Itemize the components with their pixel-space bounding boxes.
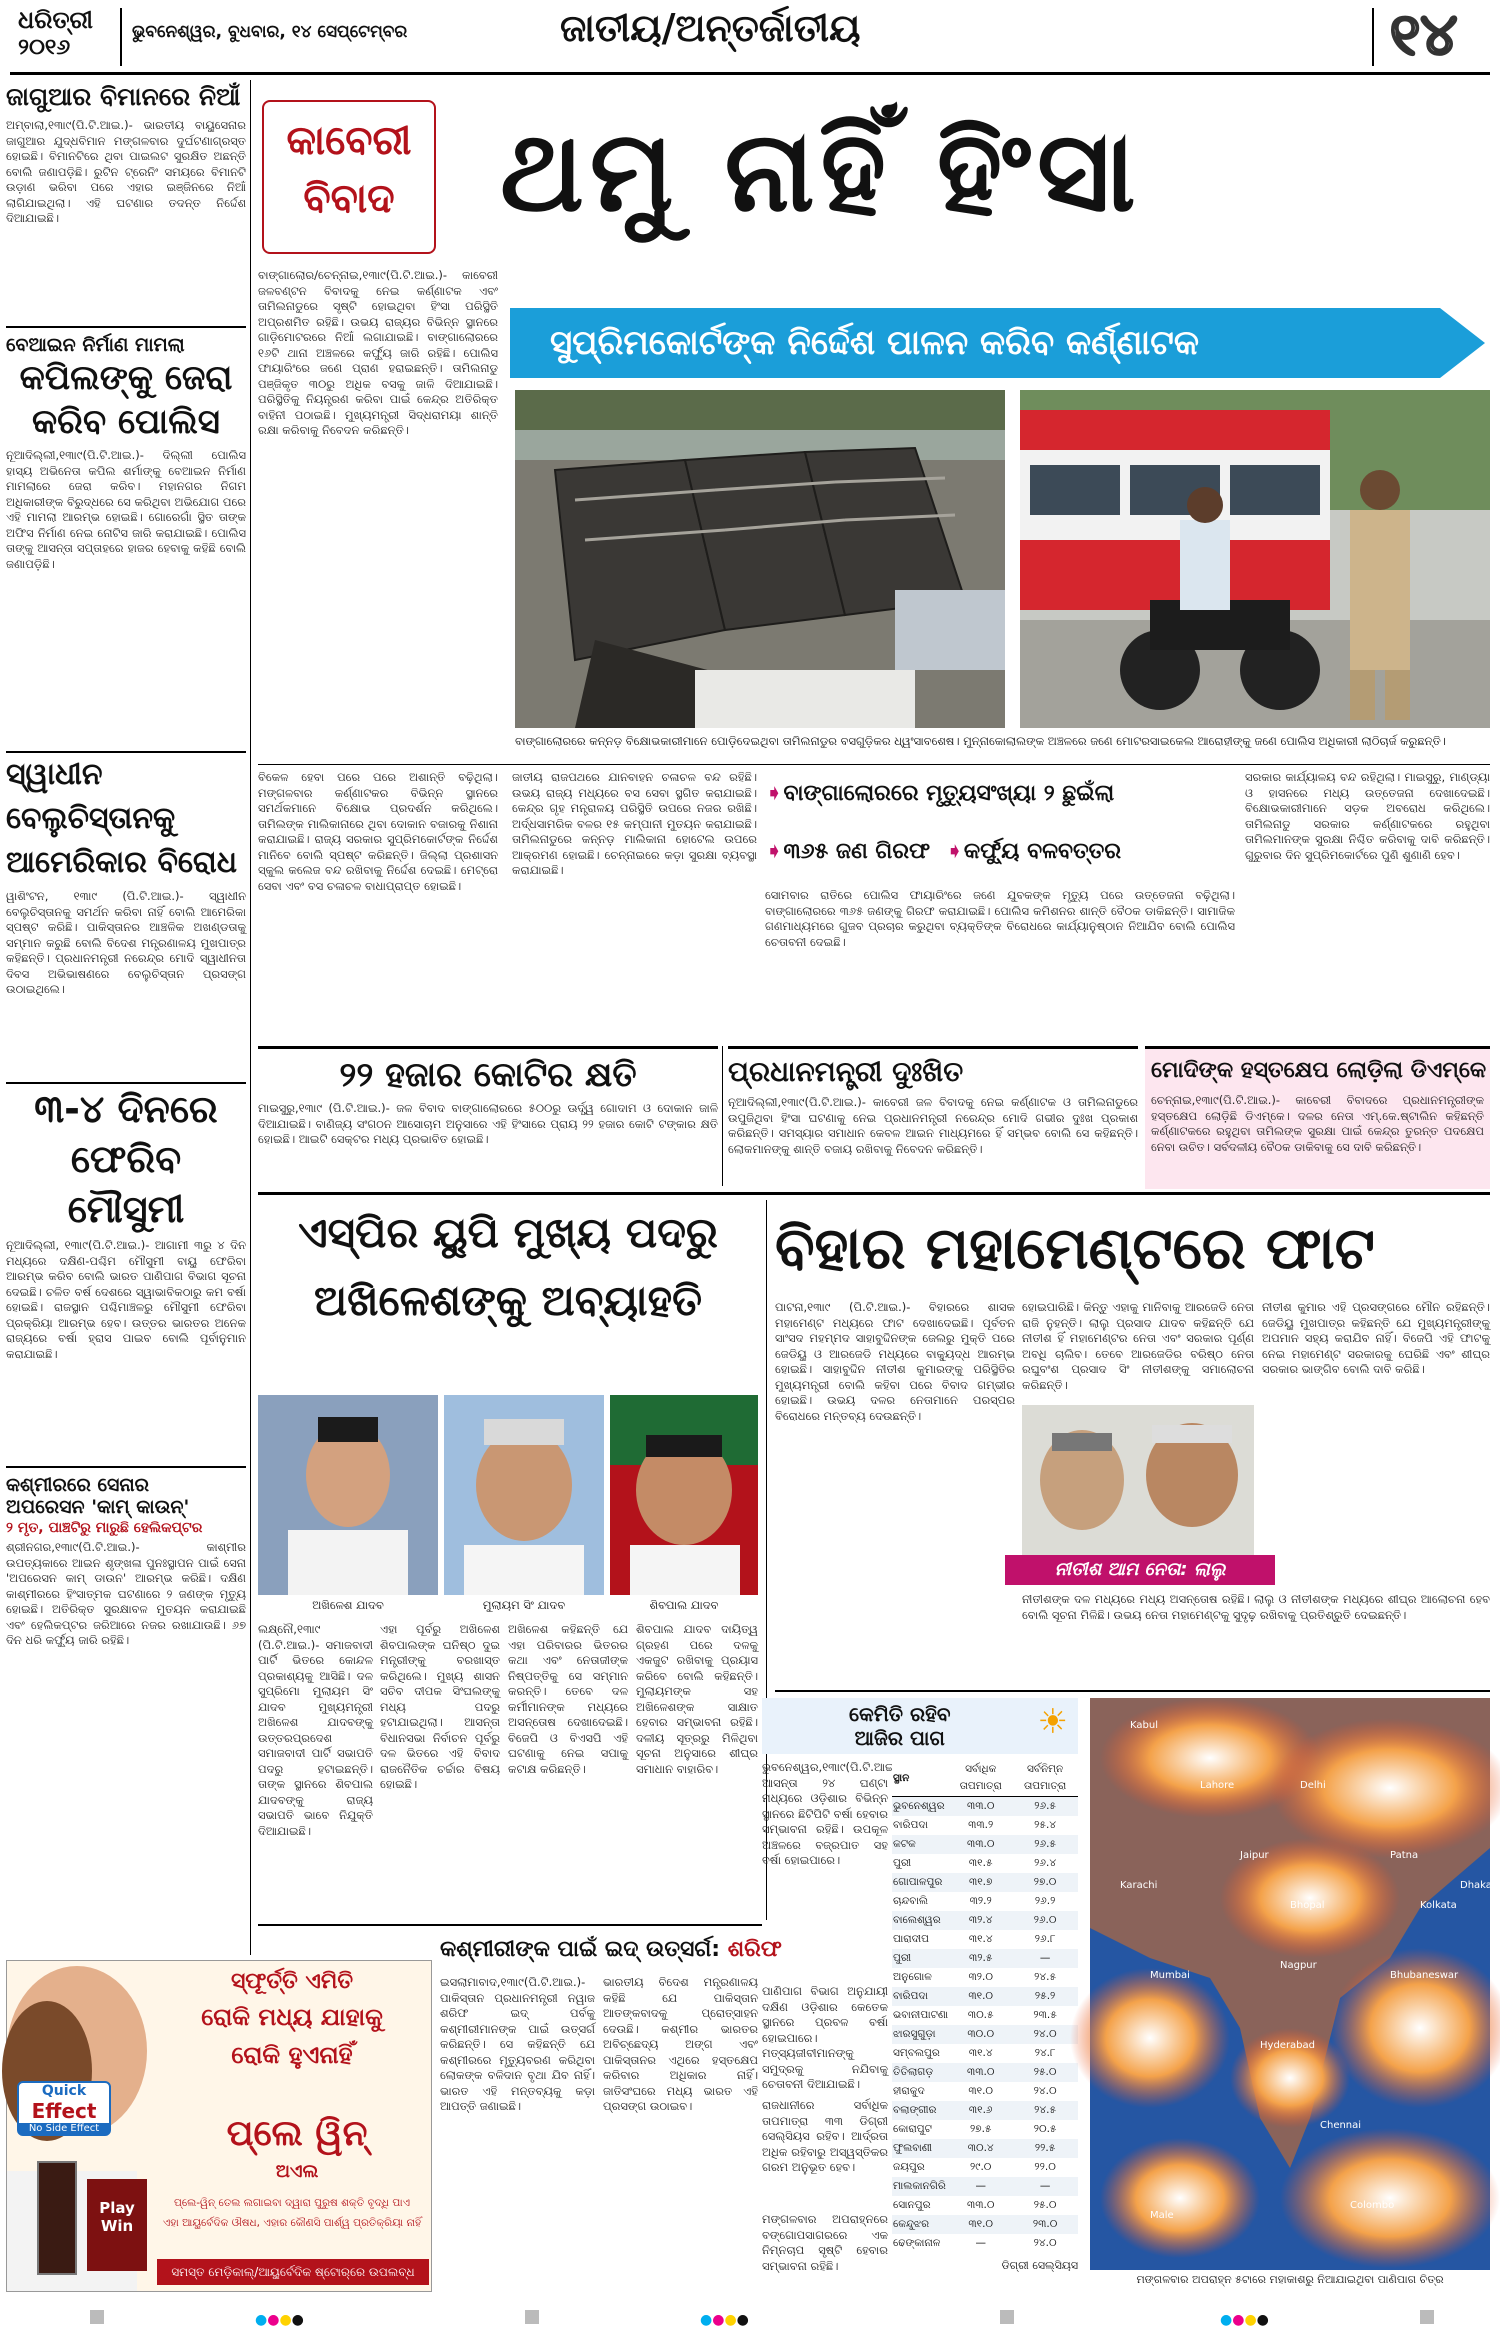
temp-place: ପାରାଦୀପ bbox=[893, 1933, 929, 1945]
pm-body: ନୂଆଦିଲ୍ଲୀ,୧୩ା୯(ପି.ଟି.ଆଇ.)- କାବେରୀ ଜଳ ବିବାଦକୁ ନେଇ କର୍ଣ୍ଣାଟକ ଓ ତାମିଲନାଡୁରେ ଉପୁଜିଥିବା ହିଂସା ଘଟଣାକୁ ନେଇ ପ୍ରଧାନମନ୍ତ୍ରୀ ନରେନ୍ଦ୍ର ମୋଦି ଗଭୀର ଦୁଃଖ ପ୍ରକାଶ କରିଛନ୍ତି। ସମସ୍ୟାର ସମାଧାନ କେବଳ ଆଇନ ମାଧ୍ୟମରେ ହିଁ ସମ୍ଭବ ବୋଲି ସେ କହିଛନ୍ତି। ଲୋକମାନଙ୍କୁ ଶାନ୍ତି ବଜାୟ ରଖିବାକୁ ନିବେଦନ କରିଛନ୍ତି। bbox=[728, 1095, 1138, 1156]
shivpal-photo bbox=[610, 1395, 758, 1595]
ad-footer: ସମସ୍ତ ମେଡ଼ିକାଲ୍/ଆୟୁର୍ବେଦିକ ଷ୍ଟୋର୍‌ରେ ଉପଲବ୍ଧ bbox=[157, 2259, 429, 2285]
map-city-label: Mumbai bbox=[1150, 1970, 1190, 1981]
bihar-body-1: ପାଟନା,୧୩ା୯ (ପି.ଟି.ଆଇ.)- ବିହାରରେ ଶାସକ ମହାମେଣ୍ଟ ମଧ୍ୟରେ ଫାଟ ଦେଖାଦେଇଛି। ପୂର୍ବତନ ସାଂସଦ ମହମ୍ମଦ ସାହାବୁଦ୍ଦିନଙ୍କ ଜେଲରୁ ମୁକ୍ତି ପରେ ଜେଡିୟୁ ଓ ଆରଜେଡି ମଧ୍ୟରେ ବାକ୍ୟୁଦ୍ଧ ଆରମ୍ଭ ହୋଇଛି। ସାହାବୁଦ୍ଦିନ ନୀତୀଶ କୁମାରଙ୍କୁ ପରିସ୍ଥିତିର ମୁଖ୍ୟମନ୍ତ୍ରୀ ବୋଲି କହିବା ପରେ ବିବାଦ ଗମ୍ଭୀର ହୋଇଛି। ଉଭୟ ଦଳର ନେତାମାନେ ପରସ୍ପର ବିରୋଧରେ ମନ୍ତବ୍ୟ ଦେଉଛନ୍ତି। bbox=[775, 1300, 1015, 1423]
monsoon-body: ନୂଆଦିଲ୍ଲୀ, ୧୩ା୯(ପି.ଟି.ଆଇ.)- ଆଗାମୀ ୩ରୁ ୪ ଦିନ ମଧ୍ୟରେ ଦକ୍ଷିଣ-ପଶ୍ଚିମ ମୌସୁମୀ ବାୟୁ ଫେରିବା ଆରମ୍ଭ କରିବ ବୋଲି ଭାରତ ପାଣିପାଗ ବିଭାଗ ସୂଚନା ଦେଇଛି। ଚଳିତ ବର୍ଷ ଦେଶରେ ସ୍ୱାଭାବିକଠାରୁ କମ ବର୍ଷା ହୋଇଛି। ରାଜସ୍ଥାନ ପଶ୍ଚିମାଞ୍ଚଳରୁ ମୌସୁମୀ ଫେରିବା ପ୍ରକ୍ରିୟା ଆରମ୍ଭ ହେବ। ଉତ୍ତର ଭାରତର ଅନେକ ରାଜ୍ୟରେ ବର୍ଷା ହ୍ରାସ ପାଇବ ବୋଲି ପୂର୍ବାନୁମାନ କରାଯାଇଛି। bbox=[6, 1238, 246, 1361]
temp-max: ୩୨.୦ bbox=[968, 1971, 993, 1983]
baluch-body: ୱାଶିଂଟନ, ୧୩ା୯ (ପି.ଟି.ଆଇ.)- ସ୍ୱାଧୀନ ବେଲୁଚିସ୍ତାନକୁ ସମର୍ଥନ କରିବା ନାହିଁ ବୋଲି ଆମେରିକା ସ୍ପଷ୍ଟ କରିଛି। ପାକିସ୍ତାନର ଆଞ୍ଚଳିକ ଅଖଣ୍ଡତାକୁ ସମ୍ମାନ କରୁଛି ବୋଲି ବିଦେଶ ମନ୍ତ୍ରଣାଳୟ ମୁଖପାତ୍ର କହିଛନ୍ତି। ପ୍ରଧାନମନ୍ତ୍ରୀ ନରେନ୍ଦ୍ର ମୋଦି ସ୍ୱାଧୀନତା ଦିବସ ଅଭିଭାଷଣରେ ବେଲୁଚିସ୍ତାନ ପ୍ରସଙ୍ଗ ଉଠାଇଥିଲେ। bbox=[6, 889, 246, 996]
pack-label-2: Win bbox=[100, 2217, 134, 2235]
lead-body-col2: ବିକେଳ ହେବା ପରେ ପରେ ଅଶାନ୍ତି ବଢ଼ିଥିଲା। ମଙ୍ଗଳବାର କର୍ଣ୍ଣାଟକର ବିଭିନ୍ନ ସ୍ଥାନରେ ସମର୍ଥକମାନେ ବିକ୍ଷୋଭ ପ୍ରଦର୍ଶନ କରିଥିଲେ। ତାମିଲଙ୍କ ମାଲିକାନାରେ ଥିବା ଦୋକାନ ବଜାରକୁ ନିଶାନା କରାଯାଇଛି। ରାଜ୍ୟ ସରକାର ସୁପ୍ରିମକୋର୍ଟଙ୍କ ନିର୍ଦ୍ଦେଶ ମାନିବେ ବୋଲି ସ୍ପଷ୍ଟ କରିଛନ୍ତି। ଜିଲ୍ଲା ପ୍ରଶାସନ ସ୍କୁଲ କଲେଜ ବନ୍ଦ ରଖିବାକୁ ନିର୍ଦ୍ଦେଶ ଦେଇଛି। ମେଟ୍ରୋ ସେବା ଏବଂ ବସ ଚଳାଚଳ ବାଧାପ୍ରାପ୍ତ ହୋଇଛି। bbox=[258, 770, 498, 893]
bihar-headline: ବିହାର ମହାମେଣ୍ଟରେ ଫାଟ bbox=[775, 1214, 1375, 1282]
ad-line-1: ସ୍ଫୂର୍ତ୍ତି ଏମିତି bbox=[230, 1969, 354, 1994]
pack-label-1: Play bbox=[99, 2199, 135, 2217]
temp-place: ହୀରାକୁଦ bbox=[893, 2085, 925, 2097]
temp-place: କେନ୍ଦୁଝର bbox=[893, 2218, 930, 2230]
temp-max: ୩୧.୦ bbox=[968, 2085, 994, 2097]
table-head-place: ସ୍ଥାନ bbox=[892, 1760, 949, 1797]
temp-max: ୩୧.୪ bbox=[968, 1933, 993, 1945]
temp-min: ୨୪.୦ bbox=[1033, 2028, 1057, 2040]
akhilesh-body-2: ଏହା ପୂର୍ବରୁ ଅଖିଳେଶ ଶିବପାଲଙ୍କ ଘନିଷ୍ଠ ଦୁଇ ମନ୍ତ୍ରୀଙ୍କୁ ବରଖାସ୍ତ କରିଥିଲେ। ମୁଖ୍ୟ ଶାସନ ସଚିବ ଦୀପକ ସିଂଘଲଙ୍କୁ ମଧ୍ୟ ପଦରୁ ହଟାଯାଇଥିଲା। ଆସନ୍ତା ବିଧାନସଭା ନିର୍ବାଚନ ପୂର୍ବରୁ ଦଳ ଭିତରେ ଏହି ବିବାଦ ରାଜନୈତିକ ଚର୍ଚ୍ଚାର ବିଷୟ ହୋଇଛି। bbox=[380, 1622, 500, 1791]
eid-headline bbox=[440, 1930, 782, 1970]
temp-place: ଢେଙ୍କାନାଳ bbox=[893, 2237, 941, 2249]
map-city-label: Dhaka bbox=[1460, 1880, 1492, 1891]
akhilesh-headline-2: ଅଖିଳେଶଙ୍କୁ ଅବ୍ୟାହତି bbox=[313, 1276, 703, 1325]
temperature-table bbox=[892, 1760, 1078, 2253]
fact-2-row: ➧୩୬୫ ଜଣ ଗିରଫ ➧କର୍ଫ୍ୟୁ ବଳବତ୍ତର bbox=[765, 839, 1122, 864]
temp-min: ୨୪.୫ bbox=[1034, 2104, 1057, 2116]
table-row bbox=[892, 1930, 1078, 1949]
kashmir-kicker: କଶ୍ମୀରରେ ସେନାର bbox=[6, 1474, 150, 1496]
table-row bbox=[892, 1854, 1078, 1873]
section-title: ଜାତୀୟ/ଅନ୍ତର୍ଜାତୀୟ bbox=[560, 6, 861, 50]
map-city-label: Kabul bbox=[1130, 1720, 1158, 1731]
temp-place: ବାରିପଦା bbox=[893, 1990, 928, 2002]
temp-min: ୨୬.୪ bbox=[1034, 1857, 1057, 1869]
table-row bbox=[892, 1873, 1078, 1892]
ad-badge bbox=[17, 2081, 111, 2136]
map-city-label: Karachi bbox=[1120, 1880, 1158, 1891]
temp-min: ୨୬.୮ bbox=[1034, 1933, 1056, 1945]
kapil-headline: କପିଲଙ୍କୁ ଜେରା କରିବ ପୋଲିସ bbox=[19, 358, 233, 442]
bihar-body-3: ନୀତୀଶ କୁମାର ଏହି ପ୍ରସଙ୍ଗରେ ମୌନ ରହିଛନ୍ତି। ଜେଡିୟୁ ମୁଖପାତ୍ର କହିଛନ୍ତି ଯେ ମୁଖ୍ୟମନ୍ତ୍ରୀଙ୍କୁ ଅପମାନ ସହ୍ୟ କରାଯିବ ନାହିଁ। ବିଜେପି ଏହି ଫାଟକୁ ନେଇ ମହାମେଣ୍ଟ ସରକାରକୁ ଘେରିଛି ଏବଂ ଶୀଘ୍ର ସରକାର ଭାଙ୍ଗିବ ବୋଲି ଦାବି କରିଛି। bbox=[1262, 1300, 1490, 1376]
temp-max: ୩୧.୬ bbox=[968, 2104, 993, 2116]
bihar-body-4: ନୀତୀଶଙ୍କ ଦଳ ମଧ୍ୟରେ ମଧ୍ୟ ଅସନ୍ତୋଷ ରହିଛି। ଲାଲୁ ଓ ନୀତୀଶଙ୍କ ମଧ୍ୟରେ ଶୀଘ୍ର ଆଲୋଚନା ହେବ ବୋଲି ସୂଚନା ମିଳିଛି। ଉଭୟ ନେତା ମହାମେଣ୍ଟକୁ ସୁଦୃଢ଼ ରଖିବାକୁ ପ୍ରତିଶ୍ରୁତି ଦେଇଛନ୍ତି। bbox=[1022, 1592, 1490, 1622]
pm-box bbox=[728, 1046, 1138, 1189]
temp-place: ମାଲକାନଗିରି bbox=[893, 2180, 946, 2192]
monsoon-headline-2: ଫେରିବ ମୌସୁମୀ bbox=[67, 1137, 185, 1231]
nitish-lalu-photo bbox=[1022, 1405, 1254, 1555]
temp-max: ୩୧.୫ bbox=[968, 1857, 993, 1869]
eid-body-1: ଇସଲାମାବାଦ,୧୩ା୯(ପି.ଟି.ଆଇ.)- ପାକିସ୍ତାନ ପ୍ରଧାନମନ୍ତ୍ରୀ ନୱାଜ ଶରିଫ ଇଦ୍ ପର୍ବକୁ କଶ୍ମୀରୀମାନଙ୍କ ପାଇଁ ଉତ୍ସର୍ଗ କରିଛନ୍ତି। ସେ କହିଛନ୍ତି ଯେ କଶ୍ମୀରରେ ମୃତ୍ୟୁବରଣ କରିଥିବା ଲୋକଙ୍କ ବଳିଦାନ ବୃଥା ଯିବ ନାହିଁ। ଭାରତ ଏହି ମନ୍ତବ୍ୟକୁ କଡ଼ା ଆପତ୍ତି ଜଣାଇଛି। bbox=[440, 1975, 595, 2113]
dateline: ଭୁବନେଶ୍ୱର, ବୁଧବାର, ୧୪ ସେପ୍ଟେମ୍ବର bbox=[132, 22, 408, 42]
temp-min: ୨୪.୦ bbox=[1033, 2085, 1057, 2097]
akhilesh-body-3: ଅଖିଳେଶ କହିଛନ୍ତି ଯେ ଏହା ପରିବାରର ଭିତରର କଥା ଏବଂ ନେତାଜୀଙ୍କ ନିଷ୍ପତ୍ତିକୁ ସେ ସମ୍ମାନ କରନ୍ତି। ତେବେ ଦଳ କର୍ମୀମାନଙ୍କ ମଧ୍ୟରେ ଅସନ୍ତୋଷ ଦେଖାଦେଇଛି। ବିଜେପି ଓ ବିଏସପି ଏହି ଘଟଣାକୁ ନେଇ ସପାକୁ କଟାକ୍ଷ କରିଛନ୍ତି। bbox=[508, 1622, 628, 1776]
map-city-label: Male bbox=[1150, 2210, 1174, 2221]
table-row bbox=[892, 1987, 1078, 2006]
temp-max: — bbox=[975, 2237, 986, 2249]
lead-photo-caption: ବାଙ୍ଗାଲୋରରେ କନ୍ନଡ଼ ବିକ୍ଷୋଭକାରୀମାନେ ପୋଡ଼ିଦେଇଥିବା ତାମିଲନାଡୁର ବସଗୁଡ଼ିକର ଧ୍ୱଂସାବଶେଷ। ମୁନ୍ନାକୋଲାଲଙ୍କ ଅଞ୍ଚଳରେ ଜଣେ ମୋଟରସାଇକେଲ ଆରୋହୀଙ୍କୁ ଜଣେ ପୋଲିସ ଅଧିକାରୀ ଲାଠିଚାର୍ଜ କରୁଛନ୍ତି। bbox=[515, 734, 1446, 748]
map-city-label: Colombo bbox=[1350, 2200, 1395, 2211]
map-city-label: Bhubaneswar bbox=[1390, 1970, 1459, 1981]
table-row bbox=[892, 2082, 1078, 2101]
shivpal-caption: ଶିବପାଲ ଯାଦବ bbox=[649, 1598, 719, 1612]
temp-min: ୨୪.୦ bbox=[1033, 2237, 1057, 2249]
lead-badge bbox=[262, 100, 436, 254]
kashmir-subhead: ୨ ମୃତ, ପାଞ୍ଚଟିରୁ ମାରୁଛି ହେଲିକପ୍ଟର bbox=[6, 1520, 203, 1536]
temp-min: ୨୬.୫ bbox=[1034, 1800, 1056, 1812]
kapil-kicker: ବେଆଇନ ନିର୍ମାଣ ମାମଲା bbox=[6, 334, 185, 356]
temp-min: ୨୦.୫ bbox=[1033, 2123, 1057, 2135]
map-city-label: Jaipur bbox=[1240, 1850, 1269, 1861]
logo-name: ଧରିତ୍ରୀ bbox=[18, 5, 93, 34]
lead-body-col5: ସରକାର କାର୍ଯ୍ୟାଳୟ ବନ୍ଦ ରହିଥିଲା। ମାଇସୁରୁ, ମାଣ୍ଡ୍ୟା ଓ ହାସନରେ ମଧ୍ୟ ଉତ୍ତେଜନା ଦେଖାଦେଇଛି। ବିକ୍ଷୋଭକାରୀମାନେ ସଡ଼କ ଅବରୋଧ କରିଥିଲେ। ତାମିଲନାଡୁ ସରକାର କର୍ଣ୍ଣାଟକରେ ରହୁଥିବା ତାମିଲମାନଙ୍କ ସୁରକ୍ଷା ନିଶ୍ଚିତ କରିବାକୁ ଦାବି କରିଛନ୍ତି। ଗୁରୁବାର ଦିନ ସୁପ୍ରିମକୋର୍ଟରେ ପୁଣି ଶୁଣାଣି ହେବ। bbox=[1245, 770, 1490, 862]
ad-line-3: ରୋକି ହୁଏନାହିଁ bbox=[231, 2041, 353, 2069]
loss-box bbox=[258, 1046, 718, 1189]
fact-2-text: ୩୬୫ ଜଣ ଗିରଫ bbox=[783, 839, 931, 864]
baluch-headline-1: ସ୍ୱାଧୀନ ବେଲୁଚିସ୍ତାନକୁ bbox=[6, 757, 176, 836]
temp-min: — bbox=[1039, 2180, 1051, 2192]
ad-fine-2: ଏହା ଆୟୁର୍ବେଦିକ ଔଷଧ, ଏହାର କୌଣସି ପାର୍ଶ୍ୱ ପ୍ରତିକ୍ରିୟା ନାହିଁ bbox=[162, 2217, 422, 2229]
logo bbox=[18, 6, 110, 68]
table-row bbox=[892, 2006, 1078, 2025]
weather-note-2: ରାଜଧାନୀରେ ସର୍ବାଧିକ ତାପମାତ୍ରା ୩୩ ଡିଗ୍ରୀ ସେଲ୍‌ସିୟସ ରହିବ। ଆର୍ଦ୍ରତା ଅଧିକ ରହିବାରୁ ଅସ୍ୱସ୍ତିକର ଗରମ ଅନୁଭୂତ ହେବ। bbox=[762, 2098, 888, 2174]
monsoon-headline-1: ୩-୪ ଦିନରେ bbox=[34, 1087, 218, 1131]
temp-place: କୋରାପୁଟ bbox=[893, 2123, 932, 2135]
table-row bbox=[892, 2177, 1078, 2196]
mulayam-caption: ମୁଲାୟମ ସିଂ ଯାଦବ bbox=[482, 1598, 566, 1612]
fact-box bbox=[765, 774, 1235, 884]
lead-body-col4: ସୋମବାର ରାତିରେ ପୋଲିସ ଫାୟାରିଂରେ ଜଣେ ଯୁବକଙ୍କ ମୃତ୍ୟୁ ପରେ ଉତ୍ତେଜନା ବଢ଼ିଥିଲା। ବାଙ୍ଗାଲୋରରେ ୩୬୫ ଜଣଙ୍କୁ ଗିରଫ କରାଯାଇଛି। ପୋଲିସ କମିଶନର ଶାନ୍ତି ବୈଠକ ଡାକିଛନ୍ତି। ସାମାଜିକ ଗଣମାଧ୍ୟମରେ ଗୁଜବ ପ୍ରଚାର କରୁଥିବା ବ୍ୟକ୍ତିଙ୍କ ବିରୋଧରେ କାର୍ଯ୍ୟାନୁଷ୍ଠାନ ନିଆଯିବ ବୋଲି ପୋଲିସ ଚେତାବନୀ ଦେଇଛି। bbox=[765, 888, 1235, 949]
temp-place: ବଲାଙ୍ଗୀର bbox=[893, 2104, 937, 2116]
akhilesh-body-1: ଲକ୍ଷ୍ନୌ,୧୩ା୯ (ପି.ଟି.ଆଇ.)- ସମାଜବାଦୀ ପାର୍ଟି ଭିତରେ କୋନ୍ଦଳ ପ୍ରକାଶ୍ୟକୁ ଆସିଛି। ଦଳ ସୁପ୍ରିମୋ ମୁଲାୟମ ସିଂ ଯାଦବ ମୁଖ୍ୟମନ୍ତ୍ରୀ ଅଖିଳେଶ ଯାଦବଙ୍କୁ ଉତ୍ତରପ୍ରଦେଶ ସମାଜବାଦୀ ପାର୍ଟି ସଭାପତି ପଦରୁ ହଟାଇଛନ୍ତି। ତାଙ୍କ ସ୍ଥାନରେ ଶିବପାଲ ଯାଦବଙ୍କୁ ରାଜ୍ୟ ସଭାପତି ଭାବେ ନିଯୁକ୍ତି ଦିଆଯାଇଛି। bbox=[258, 1622, 373, 1838]
temp-min: ୨୭.୦ bbox=[1033, 1876, 1057, 1888]
map-city-label: Chennai bbox=[1320, 2120, 1362, 2131]
temp-min: ୨୬.୫ bbox=[1034, 1838, 1056, 1850]
temp-place: ଜୟପୁର bbox=[893, 2161, 925, 2173]
temp-place: ଅନୁଗୋଳ bbox=[893, 1971, 932, 1983]
sun-icon: ☀ bbox=[1037, 1702, 1068, 1742]
weather-title-1: କେମିତି ରହିବ bbox=[849, 1702, 951, 1726]
left-column bbox=[6, 80, 246, 1955]
temp-min: ୨୬.୨ bbox=[1034, 1895, 1056, 1907]
lead-badge-line1: କାବେରୀ bbox=[286, 118, 412, 164]
temp-place: ଚାନ୍ଦବାଲି bbox=[893, 1895, 928, 1907]
table-row bbox=[892, 2044, 1078, 2063]
temp-max: ୩୨.୨ bbox=[969, 1895, 992, 1907]
dmk-body: ଚେନ୍ନାଇ,୧୩ା୯(ପି.ଟି.ଆଇ.)- କାବେରୀ ବିବାଦରେ ପ୍ରଧାନମନ୍ତ୍ରୀଙ୍କ ହସ୍ତକ୍ଷେପ ଲୋଡ଼ିଛି ଡିଏମ୍କେ। ଦଳର ନେତା ଏମ୍.କେ.ଷ୍ଟାଲିନ କହିଛନ୍ତି କର୍ଣ୍ଣାଟକରେ ରହୁଥିବା ତାମିଲଙ୍କ ସୁରକ୍ଷା ପାଇଁ କେନ୍ଦ୍ର ତୁରନ୍ତ ପଦକ୍ଷେପ ନେବା ଉଚିତ। ସର୍ବଦଳୀୟ ବୈଠକ ଡାକିବାକୁ ସେ ଦାବି କରିଛନ୍ତି। bbox=[1151, 1093, 1484, 1154]
lead-badge-line2: ବିବାଦ bbox=[303, 176, 395, 222]
map-city-label: Delhi bbox=[1300, 1780, 1326, 1791]
temp-min: ୨୪.୫ bbox=[1034, 1971, 1057, 1983]
pm-headline: ପ୍ରଧାନମନ୍ତ୍ରୀ ଦୁଃଖିତ bbox=[728, 1055, 964, 1088]
table-row bbox=[892, 1816, 1078, 1835]
akhilesh-caption: ଅଖିଳେଶ ଯାଦବ bbox=[312, 1598, 384, 1612]
temp-max: ୩୧.୦ bbox=[968, 2218, 994, 2230]
temp-min: ୨୫.୪ bbox=[1034, 1819, 1057, 1831]
logo-year: ୨୦୧୬ bbox=[18, 34, 71, 60]
kashmir-body: ଶ୍ରୀନଗର,୧୩ା୯(ପି.ଟି.ଆଇ.)- କାଶ୍ମୀର ଉପତ୍ୟକାରେ ଆଇନ ଶୃଙ୍ଖଳା ପୁନଃସ୍ଥାପନ ପାଇଁ ସେନା 'ଅପରେସନ କାମ୍ ଡାଉନ' ଆରମ୍ଭ କରିଛି। ଦକ୍ଷିଣ କାଶ୍ମୀରରେ ହିଂସାତ୍ମକ ଘଟଣାରେ ୨ ଜଣଙ୍କ ମୃତ୍ୟୁ ହୋଇଛି। ଅତିରିକ୍ତ ସୁରକ୍ଷାବଳ ମୁତୟନ କରାଯାଇଛି ଏବଂ ହେଲିକପ୍ଟର ଜରିଆରେ ନଜର ରଖାଯାଉଛି। ୬୭ ଦିନ ଧରି କର୍ଫ୍ୟୁ ଜାରି ରହିଛି। bbox=[6, 1540, 246, 1647]
satellite-map bbox=[1090, 1698, 1490, 2270]
temp-max: ୩୨.୪ bbox=[968, 1914, 993, 1926]
table-row bbox=[892, 1835, 1078, 1854]
temp-place: ପୁରୀ bbox=[893, 1952, 912, 1964]
police-biker-photo bbox=[1020, 390, 1490, 728]
mulayam-photo bbox=[444, 1395, 604, 1595]
temp-place: ବାଲେଶ୍ୱର bbox=[893, 1914, 941, 1926]
eid-body-2: ଭାରତୀୟ ବିଦେଶ ମନ୍ତ୍ରଣାଳୟ କହିଛି ଯେ ପାକିସ୍ତାନ ଆତଙ୍କବାଦକୁ ପ୍ରୋତ୍ସାହନ ଦେଉଛି। କଶ୍ମୀର ଭାରତର ଅବିଚ୍ଛେଦ୍ୟ ଅଙ୍ଗ ଏବଂ ପାକିସ୍ତାନର ଏଥିରେ ହସ୍ତକ୍ଷେପ କରିବାର ଅଧିକାର ନାହିଁ। ଜାତିସଂଘରେ ମଧ୍ୟ ଭାରତ ଏହି ପ୍ରସଙ୍ଗ ଉଠାଇବ। bbox=[603, 1975, 758, 2113]
temp-max: ୩୩.୦ bbox=[966, 2199, 995, 2211]
masthead bbox=[0, 0, 1500, 74]
weather-title-box bbox=[762, 1698, 1078, 1754]
table-row bbox=[892, 2025, 1078, 2044]
temp-max: ୩୦.୫ bbox=[967, 2009, 994, 2021]
jaguar-body: ଅମ୍ବାଲା,୧୩ା୯(ପି.ଟି.ଆଇ.)- ଭାରତୀୟ ବାୟୁସେନାର ଜାଗୁଆର ଯୁଦ୍ଧବିମାନ ମଙ୍ଗଳବାର ଦୁର୍ଘଟଣାଗ୍ରସ୍ତ ହୋଇଛି। ବିମାନଟିରେ ଥିବା ପାଇଲଟ ସୁରକ୍ଷିତ ଅଛନ୍ତି ବୋଲି ଜଣାପଡ଼ିଛି। ରୁଟିନ ଟ୍ରେନିଂ ସମୟରେ ବିମାନଟି ଉଡ଼ାଣ ଭରିବା ପରେ ଏହାର ଇଞ୍ଜିନରେ ନିଆଁ ଲାଗିଯାଇଥିଲା। ଏହି ଘଟଣାର ତଦନ୍ତ ନିର୍ଦ୍ଦେଶ ଦିଆଯାଇଛି। bbox=[6, 118, 246, 225]
map-city-label: Hyderabad bbox=[1260, 2040, 1315, 2051]
loss-headline: ୨୨ ହଜାର କୋଟିର କ୍ଷତି bbox=[339, 1055, 637, 1095]
page-number: ୧୪ bbox=[1390, 0, 1458, 68]
temp-min: ୨୨.୦ bbox=[1034, 2161, 1056, 2173]
table-row bbox=[892, 1892, 1078, 1911]
lead-subhead: ସୁପ୍ରିମକୋର୍ଟଙ୍କ ନିର୍ଦ୍ଦେଶ ପାଳନ କରିବ କର୍ଣ୍ଣାଟକ bbox=[550, 323, 1199, 363]
temp-max: ୩୦.୪ bbox=[967, 2142, 994, 2154]
oil-bottle bbox=[37, 2161, 77, 2275]
map-caption: ମଙ୍ଗଳବାର ଅପରାହ୍ନ ୫ଟାରେ ମହାକାଶରୁ ନିଆଯାଇଥିବା ପାଣିପାଗ ଚିତ୍ର bbox=[1136, 2273, 1444, 2286]
weather-box bbox=[762, 1698, 1078, 2288]
akhilesh-body-4: ଶିବପାଲ ଯାଦବ ଦାୟିତ୍ୱ ଗ୍ରହଣ ପରେ ଦଳକୁ ଏକଜୁଟ ରଖିବାକୁ ପ୍ରୟାସ କରିବେ ବୋଲି କହିଛନ୍ତି। ମୁଲାୟମଙ୍କ ସହ ଅଖିଳେଶଙ୍କ ସାକ୍ଷାତ ହେବାର ସମ୍ଭାବନା ରହିଛି। ଦଳୀୟ ସୂତ୍ରରୁ ମିଳିଥିବା ସୂଚନା ଅନୁସାରେ ଶୀଘ୍ର ସମାଧାନ ବାହାରିବ। bbox=[636, 1622, 758, 1776]
temp-place: ଭୁବନେଶ୍ୱର bbox=[893, 1800, 945, 1812]
ad-line-2: ରୋକି ମଧ୍ୟ ଯାହାକୁ bbox=[201, 2003, 383, 2031]
temp-place: ପୁରୀ bbox=[893, 1857, 912, 1869]
ad-fine-1: ପ୍ଲେ-ୱିନ୍ ତେଲ ଲଗାଇବା ଦ୍ୱାରା ପୁରୁଷ ଶକ୍ତି ବୃଦ୍ଧି ପାଏ bbox=[174, 2197, 410, 2209]
eid-headline-b: ଶରିଫ bbox=[727, 1937, 782, 1962]
temp-max: ୩୩.୦ bbox=[966, 1838, 995, 1850]
weather-note-3: ମଙ୍ଗଳବାର ଅପରାହ୍ନରେ ବଙ୍ଗୋପସାଗରରେ ଏକ ନିମ୍ନଚାପ ସୃଷ୍ଟି ହେବାର ସମ୍ଭାବନା ରହିଛି। bbox=[762, 2212, 888, 2273]
temp-min: ୨୩.୦ bbox=[1032, 2218, 1058, 2230]
temp-min: ୨୩.୫ bbox=[1033, 2009, 1057, 2021]
fact-3-text: କର୍ଫ୍ୟୁ ବଳବତ୍ତର bbox=[963, 839, 1122, 864]
lead-headline: ଥମୁ ନାହିଁ ହିଂସା bbox=[500, 107, 1142, 237]
kapil-body: ନୂଆଦିଲ୍ଲୀ,୧୩ା୯(ପି.ଟି.ଆଇ.)- ଦିଲ୍ଲୀ ପୋଲିସ ହାସ୍ୟ ଅଭିନେତା କପିଲ ଶର୍ମାଙ୍କୁ ବେଆଇନ ନିର୍ମାଣ ମାମଲାରେ ଜେରା କରିବ। ମହାନଗର ନିଗମ ଅଧିକାରୀଙ୍କ ବିରୁଦ୍ଧରେ ସେ କରିଥିବା ଅଭିଯୋଗ ପରେ ଏହି ମାମଲା ଆରମ୍ଭ ହୋଇଛି। ଗୋରେଗାଁ ସ୍ଥିତ ତାଙ୍କ ଅଫିସ ନିର୍ମାଣ ନେଇ ନୋଟିସ ଜାରି କରାଯାଇଛି। ପୋଲିସ ତାଙ୍କୁ ଆସନ୍ତା ସପ୍ତାହରେ ହାଜର ହେବାକୁ କହିଛି ବୋଲି ଜଣାପଡ଼ିଛି। bbox=[6, 448, 246, 571]
temp-min: ୨୫.୦ bbox=[1033, 2199, 1057, 2211]
map-city-label: Kolkata bbox=[1420, 1900, 1457, 1911]
temp-max: ୩୦.୦ bbox=[967, 2028, 995, 2040]
weather-title-2: ଆଜିର ପାଗ bbox=[854, 1726, 945, 1750]
table-row bbox=[892, 1911, 1078, 1930]
table-row bbox=[892, 2158, 1078, 2177]
map-city-label: Lahore bbox=[1200, 1780, 1235, 1791]
map-city-label: Nagpur bbox=[1280, 1960, 1317, 1971]
akhilesh-headline-1: ଏସ୍‌ପିର ୟୁପି ମୁଖ୍ୟ ପଦରୁ bbox=[298, 1208, 718, 1257]
temp-place: ଗୋପାଳପୁର bbox=[893, 1876, 943, 1888]
ad-badge-3: No Side Effect bbox=[19, 2123, 109, 2134]
temp-place: ଫୁଲବାଣୀ bbox=[893, 2142, 932, 2154]
printer-marks: ●●●● ●●●● ●●●● bbox=[0, 2300, 1500, 2333]
temp-max: ୩୨.୫ bbox=[969, 1952, 993, 1964]
temp-place: ଭବାନୀପାଟଣା bbox=[893, 2009, 949, 2021]
fact-1-text: ବାଙ୍ଗାଲୋରରେ ମୃତ୍ୟୁସଂଖ୍ୟା ୨ ଛୁଇଁଲା bbox=[783, 781, 1115, 806]
temp-max: ୩୧.୭ bbox=[968, 1876, 993, 1888]
table-row bbox=[892, 2120, 1078, 2139]
table-row bbox=[892, 2063, 1078, 2082]
lead-body-col3: ଜାତୀୟ ରାଜପଥରେ ଯାନବାହନ ଚଳାଚଳ ବନ୍ଦ ରହିଛି। ଉଭୟ ରାଜ୍ୟ ମଧ୍ୟରେ ବସ ସେବା ସ୍ଥଗିତ କରାଯାଇଛି। କେନ୍ଦ୍ର ଗୃହ ମନ୍ତ୍ରାଳୟ ପରିସ୍ଥିତି ଉପରେ ନଜର ରଖିଛି। ଅର୍ଦ୍ଧସାମରିକ ବଳର ୧୫ କମ୍ପାନୀ ମୁତୟନ କରାଯାଇଛି। ତାମିଲନାଡୁରେ କନ୍ନଡ଼ ମାଲିକାନା ହୋଟେଲ ଉପରେ ଆକ୍ରମଣ ହୋଇଛି। ଚେନ୍ନାଇରେ କଡ଼ା ସୁରକ୍ଷା ବ୍ୟବସ୍ଥା କରାଯାଇଛି। bbox=[512, 770, 757, 877]
baluch-headline-2: ଆମେରିକାର ବିରୋଧ bbox=[6, 845, 238, 880]
temp-max: ୨୭.୫ bbox=[969, 2123, 992, 2135]
temp-place: ବାରିପଦା bbox=[893, 1819, 928, 1831]
temp-min: ୨୨.୫ bbox=[1034, 2142, 1056, 2154]
map-city-label: Bhopal bbox=[1290, 1900, 1325, 1911]
temp-place: ତିତିଲାଗଡ଼ bbox=[893, 2066, 934, 2078]
table-row bbox=[892, 2215, 1078, 2234]
table-head-max: ସର୍ବାଧିକ ତାପମାତ୍ରା bbox=[949, 1760, 1012, 1797]
temp-min: ୨୬.୦ bbox=[1033, 1914, 1057, 1926]
jaguar-headline: ଜାଗୁଆର ବିମାନରେ ନିଆଁ bbox=[6, 82, 241, 111]
table-row bbox=[892, 1949, 1078, 1968]
temp-min: — bbox=[1039, 1952, 1051, 1964]
temp-min: ୨୫.୦ bbox=[1033, 2066, 1057, 2078]
temp-place: ସମ୍ବଲପୁର bbox=[893, 2047, 940, 2059]
table-row bbox=[892, 1797, 1078, 1817]
table-row bbox=[892, 2139, 1078, 2158]
table-row bbox=[892, 2101, 1078, 2120]
akhilesh-photo bbox=[258, 1395, 438, 1595]
temp-place: କଟକ bbox=[893, 1838, 916, 1850]
temp-place: ଝାରସୁଗୁଡ଼ା bbox=[893, 2028, 936, 2040]
temp-max: — bbox=[975, 2180, 986, 2192]
fact-1: ➧ବାଙ୍ଗାଲୋରରେ ମୃତ୍ୟୁସଂଖ୍ୟା ୨ ଛୁଇଁଲା bbox=[765, 781, 1115, 806]
weather-intro: ଭୁବନେଶ୍ୱର,୧୩ା୯(ପି.ଟି.ଆଇ.)- ଆସନ୍ତା ୨୪ ଘଣ୍ଟା ମଧ୍ୟରେ ଓଡ଼ିଶାର ବିଭିନ୍ନ ସ୍ଥାନରେ ଛିଟିପିଟି ବର୍ଷା ହେବାର ସମ୍ଭାବନା ରହିଛି। ଉପକୂଳ ଅଞ୍ଚଳରେ ବଜ୍ରପାତ ସହ ବର୍ଷା ହୋଇପାରେ। bbox=[762, 1760, 907, 1867]
temp-place: ସୋନପୁର bbox=[893, 2199, 931, 2211]
bihar-body-2: ହୋଇପାରିଛି। କିନ୍ତୁ ଏହାକୁ ମାନିବାକୁ ଆରଜେଡି ନେତା ରାଜି ନୁହନ୍ତି। ଲାଲୁ ପ୍ରସାଦ ଯାଦବ କହିଛନ୍ତି ଯେ ନୀତୀଶ ହିଁ ମହାମେଣ୍ଟର ନେତା ଏବଂ ସରକାର ପୂର୍ଣ୍ଣ ଅବଧି ଚାଲିବ। ତେବେ ଆରଜେଡିର ବରିଷ୍ଠ ନେତା ରଘୁବଂଶ ପ୍ରସାଦ ସିଂ ନୀତୀଶଙ୍କୁ ସମାଲୋଚନା କରିଛନ୍ତି। bbox=[1022, 1300, 1254, 1392]
dmk-box bbox=[1145, 1046, 1490, 1189]
temp-max: ୩୧.୦ bbox=[968, 1990, 994, 2002]
ad-brand: ପ୍ଲେ ୱିନ୍ bbox=[226, 2113, 368, 2154]
temp-min: ୨୪.୮ bbox=[1034, 2047, 1056, 2059]
map-city-label: Patna bbox=[1390, 1850, 1419, 1861]
advertisement bbox=[6, 1960, 432, 2292]
burnt-buses-photo bbox=[515, 390, 1005, 728]
lead-body-col1: ବାଙ୍ଗାଲୋର/ଚେନ୍ନାଇ,୧୩ା୯(ପି.ଟି.ଆଇ.)- କାବେରୀ ଜଳବଣ୍ଟନ ବିବାଦକୁ ନେଇ କର୍ଣ୍ଣାଟକ ଏବଂ ତାମିଲନାଡୁରେ ସୃଷ୍ଟି ହୋଇଥିବା ହିଂସା ପରିସ୍ଥିତି ଅପ୍ରଶମିତ ରହିଛି। ଉଭୟ ରାଜ୍ୟର ବିଭିନ୍ନ ସ୍ଥାନରେ ଗାଡ଼ିମୋଟରରେ ନିଆଁ ଲଗାଯାଇଛି। ବାଙ୍ଗାଲୋରରେ ୧୬ଟି ଥାନା ଅଞ୍ଚଳରେ କର୍ଫ୍ୟୁ ଜାରି ରହିଛି। ପୋଲିସ ଫାୟାରିଂରେ ଜଣେ ପ୍ରାଣ ହରାଇଛନ୍ତି। ତାମିଲନାଡୁ ପଞ୍ଜିକୃତ ୩୦ରୁ ଅଧିକ ବସକୁ ଜାଳି ଦିଆଯାଇଛି। ପରିସ୍ଥିତିକୁ ନିୟନ୍ତ୍ରଣ କରିବା ପାଇଁ କେନ୍ଦ୍ର ଅତିରିକ୍ତ ବାହିନୀ ପଠାଇଛି। ମୁଖ୍ୟମନ୍ତ୍ରୀ ସିଦ୍ଧରାମୟା ଶାନ୍ତି ରକ୍ଷା କରିବାକୁ ନିବେଦନ କରିଛନ୍ତି। bbox=[258, 268, 498, 437]
ad-brand-sub: ଅଏଲ bbox=[275, 2161, 319, 2182]
temp-max: ୩୩.୦ bbox=[966, 2066, 995, 2078]
eid-headline-a: କଶ୍ମୀରୀଙ୍କ ପାଇଁ ଇଦ୍ ଉତ୍ସର୍ଗ: bbox=[440, 1937, 728, 1962]
temp-min: ୨୫.୨ bbox=[1034, 1990, 1056, 2002]
loss-body: ମାଇସୁରୁ,୧୩ା୯ (ପି.ଟି.ଆଇ.)- ଜଳ ବିବାଦ ବାଙ୍ଗାଲୋରରେ ୫୦୦ରୁ ଊର୍ଦ୍ଧ୍ୱ ଗୋଦାମ ଓ ଦୋକାନ ଜାଳି ଦିଆଯାଇଛି। ବାଣିଜ୍ୟ ସଂଗଠନ ଆସୋଚାମ ଅନୁସାରେ ଏହି ହିଂସାରେ ପ୍ରାୟ ୨୨ ହଜାର କୋଟି ଟଙ୍କାର କ୍ଷତି ହୋଇଛି। ଆଇଟି ସେକ୍ଟର ମଧ୍ୟ ପ୍ରଭାବିତ ହୋଇଛି। bbox=[258, 1101, 718, 1146]
table-row bbox=[892, 1968, 1078, 1987]
weather-unit: ଡିଗ୍ରୀ ସେଲ୍‌ସିୟସ bbox=[1001, 2259, 1078, 2272]
table-row bbox=[892, 2196, 1078, 2215]
table-head-min: ସର୍ବନିମ୍ନ ତାପମାତ୍ରା bbox=[1012, 1760, 1078, 1797]
kashmir-headline: ଅପରେସନ 'କାମ୍ କାଉନ୍' bbox=[6, 1496, 190, 1518]
oil-pack bbox=[87, 2179, 147, 2271]
ad-badge-1: Quick bbox=[41, 2083, 87, 2099]
temp-max: ୩୩.୦ bbox=[966, 1800, 995, 1812]
ad-badge-2: Effect bbox=[31, 2099, 97, 2123]
bihar-photo-caption: ନୀତୀଶ ଆମ ନେତା: ଲାଲୁ bbox=[1005, 1555, 1275, 1585]
temp-max: ୨୯.୦ bbox=[970, 2161, 992, 2173]
temp-max: ୩୩.୨ bbox=[968, 1819, 994, 1831]
temp-max: ୩୧.୪ bbox=[968, 2047, 993, 2059]
dmk-headline: ମୋଦିଙ୍କ ହସ୍ତକ୍ଷେପ ଲୋଡ଼ିଲା ଡିଏମ୍କେ bbox=[1151, 1058, 1487, 1083]
table-row bbox=[892, 2234, 1078, 2253]
weather-note-1: ପାଣିପାଗ ବିଭାଗ ଅନୁଯାୟୀ ଦକ୍ଷିଣ ଓଡ଼ିଶାର କେତେକ ସ୍ଥାନରେ ପ୍ରବଳ ବର୍ଷା ହୋଇପାରେ। ମତ୍ସ୍ୟଜୀବୀମାନଙ୍କୁ ସମୁଦ୍ରକୁ ନଯିବାକୁ ଚେତାବନୀ ଦିଆଯାଇଛି। bbox=[762, 1984, 888, 2091]
